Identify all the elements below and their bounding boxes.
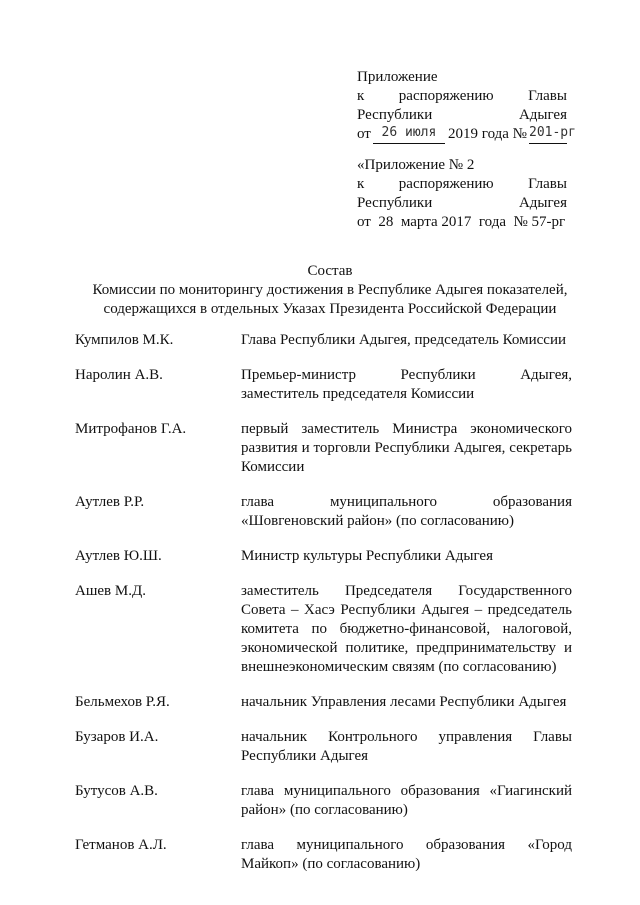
appendix-2-line-3 (357, 194, 567, 213)
handwritten-number: 201-рг (529, 125, 567, 144)
appendix-2-title: «Приложение № 2 (357, 157, 475, 173)
appendix-word: Главы (528, 88, 567, 104)
member-name: Митрофанов Г.А. (75, 421, 187, 437)
member-role: Министр культуры Республики Адыгея (241, 548, 493, 564)
member-role: Глава Республики Адыгея, председатель Комиссии (241, 332, 567, 348)
appendix-2-block (357, 156, 567, 232)
appendix-line-2 (357, 87, 567, 106)
date-year: 2019 года № (448, 126, 527, 142)
member-name: Наролин А.В. (75, 367, 163, 383)
member-name: Аутлев Р.Р. (75, 494, 145, 510)
member-role: глава муниципального образования «Шовгеновский район» (по согласованию) (241, 494, 572, 529)
appendix-word: Республики (357, 107, 433, 123)
heading-line-1: Состав (307, 263, 353, 279)
appendix-word: Республики (357, 195, 433, 211)
member-row (75, 420, 575, 477)
appendix-word: Главы (528, 176, 567, 192)
members-list (75, 331, 575, 890)
member-row (75, 366, 575, 404)
member-name: Ашев М.Д. (75, 583, 146, 599)
appendix-2-date-line: от 28 марта 2017 года № 57-рг (357, 214, 566, 230)
member-row (75, 782, 575, 820)
member-role: глава муниципального образования «Город Майкоп» (по согласованию) (241, 837, 572, 872)
heading-line-3: содержащихся в отдельных Указах Президента Российской Федерации (103, 301, 557, 317)
appendix-word: распоряжению (398, 88, 494, 104)
member-row (75, 547, 575, 566)
member-name: Аутлев Ю.Ш. (75, 548, 162, 564)
member-name: Гетманов А.Л. (75, 837, 167, 853)
member-row (75, 836, 575, 874)
heading-line-2: Комиссии по мониторингу достижения в Республике Адыгея показателей, (92, 282, 568, 298)
handwritten-date: 26 июля (373, 125, 445, 144)
member-role: заместитель Председателя Государственного Совета – Хасэ Республики Адыгея – председатель комитета по бюджетно-финансовой, налоговой, экономической политике, предпринимательству и внешнеэкономическим связям (по согласованию) (241, 583, 572, 675)
member-role: глава муниципального образования «Гиагинский район» (по согласованию) (241, 783, 572, 818)
member-role: Премьер-министр Республики Адыгея, заместитель председателя Комиссии (241, 367, 572, 402)
member-name: Бутусов А.В. (75, 783, 158, 799)
appendix-block (357, 68, 576, 144)
document-heading (60, 262, 600, 319)
appendix-line-3 (357, 106, 567, 125)
appendix-word: к (357, 88, 365, 104)
member-name: Бельмехов Р.Я. (75, 694, 170, 710)
date-prefix: от (357, 126, 371, 142)
member-role: первый заместитель Министра экономического развития и торговли Республики Адыгея, секретарь Комиссии (241, 421, 572, 475)
appendix-word: распоряжению (398, 176, 494, 192)
appendix-word: Адыгея (518, 195, 567, 211)
member-row (75, 693, 575, 712)
member-row (75, 582, 575, 677)
member-row (75, 728, 575, 766)
appendix-date-line (357, 125, 576, 144)
member-role: начальник Контрольного управления Главы Республики Адыгея (241, 729, 572, 764)
member-name: Кумпилов М.К. (75, 332, 174, 348)
member-row (75, 493, 575, 531)
member-row (75, 331, 575, 350)
appendix-2-line-2 (357, 175, 567, 194)
member-name: Бузаров И.А. (75, 729, 159, 745)
appendix-word: к (357, 176, 365, 192)
appendix-word: Адыгея (518, 107, 567, 123)
appendix-title: Приложение (357, 69, 438, 85)
member-role: начальник Управления лесами Республики Адыгея (241, 694, 567, 710)
